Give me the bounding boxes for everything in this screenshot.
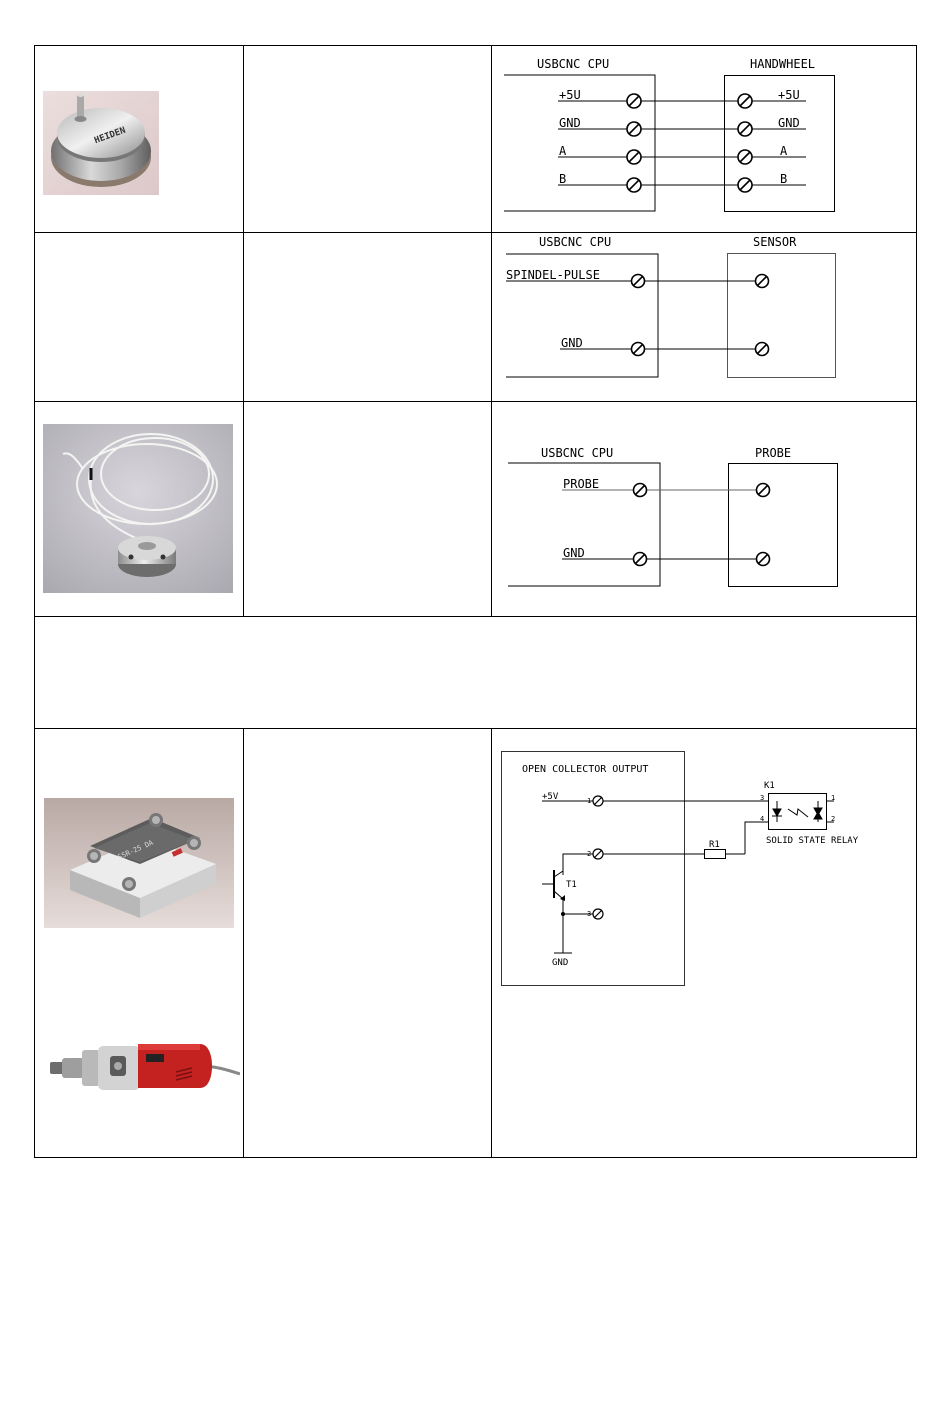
handwheel-cpu-pin-5v: +5U <box>559 88 581 102</box>
handwheel-cpu-pin-a: A <box>559 144 567 158</box>
relay-ref-label: K1 <box>764 781 775 791</box>
pin-1-number: 1 <box>587 797 592 805</box>
probe-terminals <box>634 484 770 566</box>
relay-pin-1: 1 <box>831 794 836 802</box>
sensor-pin-gnd: GND <box>561 336 583 350</box>
handwheel-cpu-pin-b: B <box>559 172 567 186</box>
probe-wiring-diagram <box>492 402 916 616</box>
resistor-label: R1 <box>709 840 720 850</box>
handwheel-device-terminals <box>738 94 752 192</box>
relay-optocoupler-symbol <box>772 801 822 822</box>
probe-pin-gnd: GND <box>563 546 585 560</box>
handwheel-device-title: HANDWHEEL <box>750 57 816 71</box>
relay-name-label: SOLID STATE RELAY <box>766 836 859 846</box>
spindle-motor-photo <box>50 1036 240 1098</box>
open-collector-terminals <box>593 796 603 919</box>
supply-label: +5V <box>542 792 559 802</box>
handwheel-device-pin-a: A <box>780 144 788 158</box>
relay-pin-4: 4 <box>760 815 765 823</box>
pin-2-number: 2 <box>587 850 592 858</box>
sensor-wiring-diagram <box>492 233 916 401</box>
probe-photo <box>43 424 233 593</box>
handwheel-cpu-terminals <box>627 94 641 192</box>
handwheel-cpu-pin-gnd: GND <box>559 116 581 130</box>
probe-cpu-title: USBCNC CPU <box>541 446 614 460</box>
sensor-terminals <box>632 275 769 356</box>
ground-label: GND <box>552 958 569 968</box>
solid-state-relay-photo <box>44 798 234 928</box>
handwheel-photo <box>43 91 159 195</box>
probe-device-title: PROBE <box>755 446 792 460</box>
sensor-device-title: SENSOR <box>753 235 797 249</box>
handwheel-brand-text: HEIDEN <box>93 125 128 147</box>
handwheel-device-pin-gnd: GND <box>778 116 800 130</box>
relay-model-text: SSR-25 DA <box>116 838 155 862</box>
open-collector-title: OPEN COLLECTOR OUTPUT <box>522 764 649 775</box>
probe-pin-probe: PROBE <box>563 477 600 491</box>
transistor-label: T1 <box>566 880 577 890</box>
relay-pin-3: 3 <box>760 794 765 802</box>
handwheel-cpu-title: USBCNC CPU <box>537 57 610 71</box>
handwheel-device-pin-b: B <box>780 172 788 186</box>
handwheel-device-pin-5v: +5U <box>778 88 800 102</box>
pin-3-number: 3 <box>587 910 592 918</box>
relay-pin-2: 2 <box>831 815 836 823</box>
open-collector-relay-schematic <box>492 729 916 1157</box>
handwheel-wiring-diagram <box>492 46 916 232</box>
sensor-cpu-title: USBCNC CPU <box>539 235 612 249</box>
sensor-pin-spindel-pulse: SPINDEL-PULSE <box>506 268 600 282</box>
